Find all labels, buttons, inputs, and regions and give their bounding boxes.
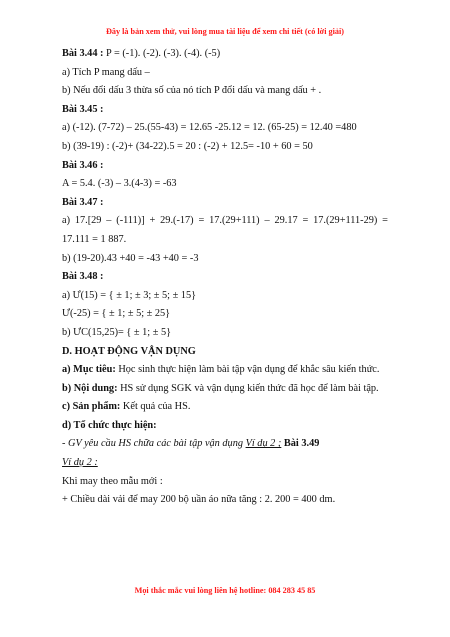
exercise-3-44-a: a) Tích P mang dấu –: [62, 66, 150, 78]
example-2-link: Ví dụ 2 ;: [245, 438, 282, 450]
product-text: Kết quả của HS.: [120, 401, 191, 413]
exercise-3-48-a: a) Ư(15) = { ± 1; ± 3; ± 5; ± 15}: [62, 289, 197, 301]
objective-label: a) Mục tiêu:: [62, 364, 116, 376]
document-body: [62, 45, 388, 510]
teacher-instruction-text: - GV yêu cầu HS chữa các bài tập vận dụng: [62, 438, 246, 450]
exercise-3-48-b: Ư(-25) = { ± 1; ± 5; ± 25}: [62, 308, 171, 320]
hotline-banner: Mọi thắc mắc vui lòng liên hệ hotline: 084 283 45 85: [134, 586, 316, 595]
example-2-heading: Ví dụ 2 :: [62, 457, 98, 469]
exercise-3-44-title: Bài 3.44 :: [62, 48, 104, 59]
section-d-heading: D. HOẠT ĐỘNG VẬN DỤNG: [62, 345, 196, 357]
exercise-3-48-c: b) ƯC(15,25)= { ± 1; ± 5}: [62, 326, 172, 338]
exercise-3-48-title: Bài 3.48 :: [62, 271, 104, 283]
exercise-3-44-line: [62, 45, 388, 64]
product-label: c) Sản phẩm:: [62, 401, 121, 413]
objective-paragraph: [62, 361, 388, 380]
exercise-3-45-b: b) (39-19) : (-2)+ (34-22).5 = 20 : (-2) + 12.5= -10 + 60 = 50: [62, 140, 313, 152]
product-paragraph: [62, 398, 388, 417]
exercise-3-47-b: b) (19-20).43 +40 = -43 +40 = -3: [62, 252, 199, 264]
exercise-3-49-ref: Bài 3.49: [281, 438, 320, 450]
implementation-heading: d) Tổ chức thực hiện:: [62, 419, 157, 431]
exercise-3-47-a: a) 17.[29 – (-111)] + 29.(-17) = 17.(29+111) – 29.17 = 17.(29+111-29) = 17.111 = 1 887.: [62, 215, 388, 245]
exercise-3-45-title: Bài 3.45 :: [62, 103, 104, 115]
exercise-3-44-statement: P = (-1). (-2). (-3). (-4). (-5): [103, 48, 221, 59]
new-pattern-line: Khi may theo mẫu mới :: [62, 475, 163, 487]
exercise-3-44-b: b) Nếu đổi dấu 3 thừa số của nó tích P đổi dấu và mang dấu + .: [62, 85, 322, 97]
exercise-3-45-a: a) (-12). (7-72) – 25.(55-43) = 12.65 -25.12 = 12. (65-25) = 12.40 =480: [62, 122, 357, 134]
exercise-3-46-a: A = 5.4. (-3) – 3.(4-3) = -63: [62, 178, 177, 190]
exercise-3-46-title: Bài 3.46 :: [62, 159, 104, 171]
preview-notice-banner: Đây là bản xem thử, vui lòng mua tài liệu để xem chi tiết (có lời giải): [105, 27, 344, 36]
content-paragraph: [62, 380, 388, 399]
content-text: HS sử dụng SGK và vận dụng kiến thức đã học để làm bài tập.: [117, 382, 379, 394]
exercise-3-47-title: Bài 3.47 :: [62, 196, 104, 208]
fabric-length-line: + Chiều dài vải để may 200 bộ uần áo nữa tăng : 2. 200 = 400 dm.: [62, 494, 336, 506]
objective-text: Học sinh thực hiện làm bài tập vận dụng để khắc sâu kiến thức.: [115, 364, 380, 376]
content-label: b) Nội dung:: [62, 382, 118, 394]
teacher-instruction: [62, 435, 388, 454]
